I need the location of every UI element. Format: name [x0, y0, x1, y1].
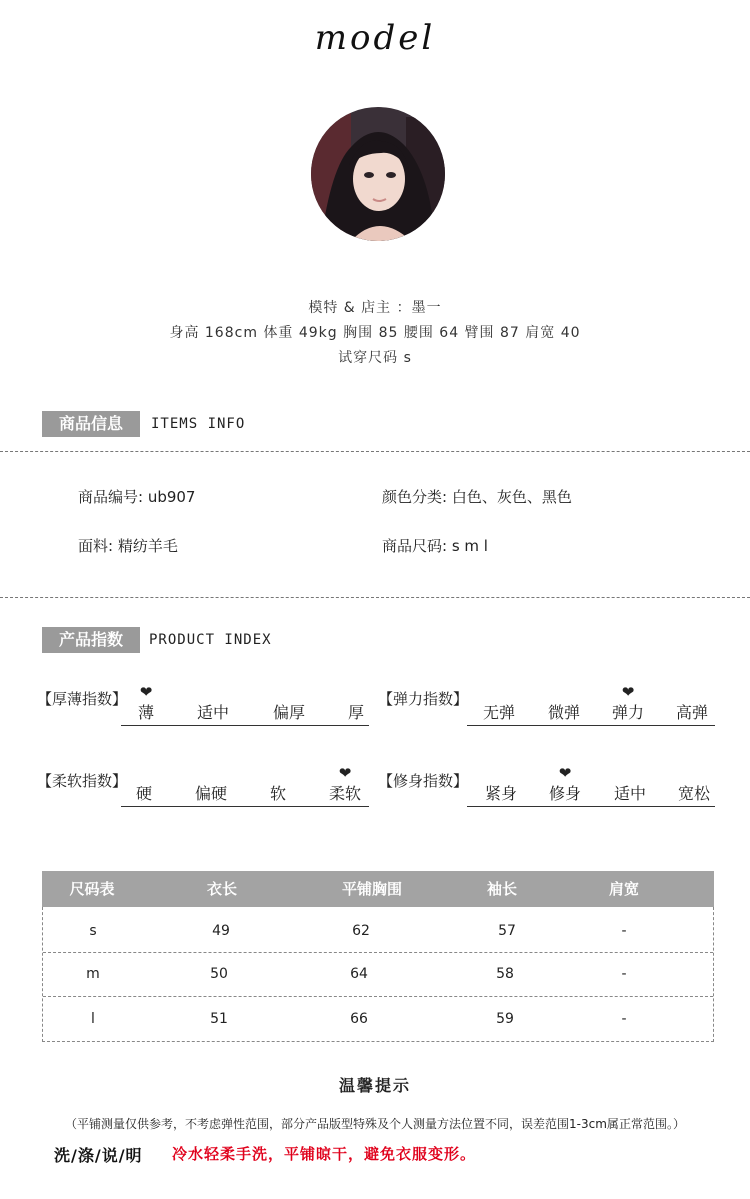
heart-icon: ❤ [139, 683, 153, 701]
heart-icon: ❤ [621, 683, 635, 701]
product-code: 商品编号: ub907 [78, 488, 196, 506]
softness-option: 硬 [135, 784, 152, 803]
table-cell: 64 [350, 966, 368, 982]
fit-option: 宽松 [677, 784, 710, 803]
fit-option: 适中 [613, 784, 646, 803]
heart-icon: ❤ [338, 764, 352, 782]
thickness-option: 厚 [347, 703, 364, 722]
product-index-label: 产品指数 [42, 627, 140, 653]
thickness-index-line [121, 725, 369, 726]
product-sizes: 商品尺码: s m l [382, 537, 488, 555]
thickness-option: 适中 [196, 703, 229, 722]
table-cell: 62 [352, 923, 370, 939]
thickness-option: 薄 [137, 703, 154, 722]
softness-index-label: 【柔软指数】 [37, 772, 128, 790]
table-row [43, 996, 713, 1041]
wash-instructions-label: 洗/涤/说/明 [54, 1146, 143, 1165]
model-title: model [314, 18, 436, 58]
product-index-label-en: PRODUCT INDEX [149, 632, 272, 648]
divider [0, 597, 750, 598]
elasticity-index-line [467, 725, 715, 726]
table-cell: - [621, 1011, 627, 1027]
table-row [43, 952, 713, 996]
wash-instructions-text: 冷水轻柔手洗，平铺晾干，避免衣服变形。 [172, 1145, 477, 1163]
table-cell: - [621, 966, 627, 982]
table-header-cell: 袖长 [486, 880, 517, 898]
table-cell: 58 [496, 966, 514, 982]
table-header-cell: 肩宽 [608, 880, 639, 898]
table-cell: l [91, 1011, 95, 1027]
thickness-option: 偏厚 [272, 703, 305, 722]
table-cell: 50 [210, 966, 228, 982]
elasticity-option: 无弹 [482, 703, 515, 722]
fit-index-line [467, 806, 715, 807]
elasticity-index-label: 【弹力指数】 [378, 690, 469, 708]
table-header-cell: 衣长 [206, 880, 237, 898]
fit-option: 修身 [548, 784, 581, 803]
elasticity-option: 高弹 [675, 703, 708, 722]
table-header-cell: 平铺胸围 [341, 880, 402, 898]
items-info-label-en: ITEMS INFO [151, 416, 246, 432]
size-table-header [42, 871, 714, 907]
softness-option: 软 [269, 784, 286, 803]
table-cell: s [89, 923, 97, 939]
softness-option: 柔软 [328, 784, 361, 803]
tips-title: 温馨提示 [338, 1076, 411, 1095]
table-cell: - [621, 923, 627, 939]
size-table-body [42, 907, 714, 1042]
thickness-index-label: 【厚薄指数】 [37, 690, 128, 708]
model-avatar [311, 107, 445, 241]
table-cell: 57 [498, 923, 516, 939]
model-name-line: 模特 & 店主 ：墨一 [308, 300, 442, 316]
tips-note: （平铺测量仅供参考，不考虑弹性范围，部分产品版型特殊及个人测量方法位置不同，误差范围1-3cm属正常范围。） [65, 1117, 685, 1131]
table-cell: m [86, 966, 100, 982]
softness-option: 偏硬 [194, 784, 227, 803]
table-cell: 51 [210, 1011, 228, 1027]
model-try-size: 试穿尺码 s [338, 350, 412, 366]
table-cell: 66 [350, 1011, 368, 1027]
items-info-label: 商品信息 [42, 411, 140, 437]
table-row [43, 907, 713, 952]
model-measurements: 身高 168cm 体重 49kg 胸围 85 腰围 64 臂围 87 肩宽 40 [169, 325, 581, 341]
divider [0, 451, 750, 452]
color-options: 颜色分类: 白色、灰色、黑色 [382, 488, 572, 506]
elasticity-option: 微弹 [547, 703, 580, 722]
softness-index-line [121, 806, 369, 807]
fabric: 面料: 精纺羊毛 [78, 537, 178, 555]
table-header-cell: 尺码表 [69, 880, 115, 898]
elasticity-option: 弹力 [611, 703, 644, 722]
table-cell: 49 [212, 923, 230, 939]
fit-option: 紧身 [484, 784, 517, 803]
fit-index-label: 【修身指数】 [378, 772, 469, 790]
heart-icon: ❤ [558, 764, 572, 782]
table-cell: 59 [496, 1011, 514, 1027]
